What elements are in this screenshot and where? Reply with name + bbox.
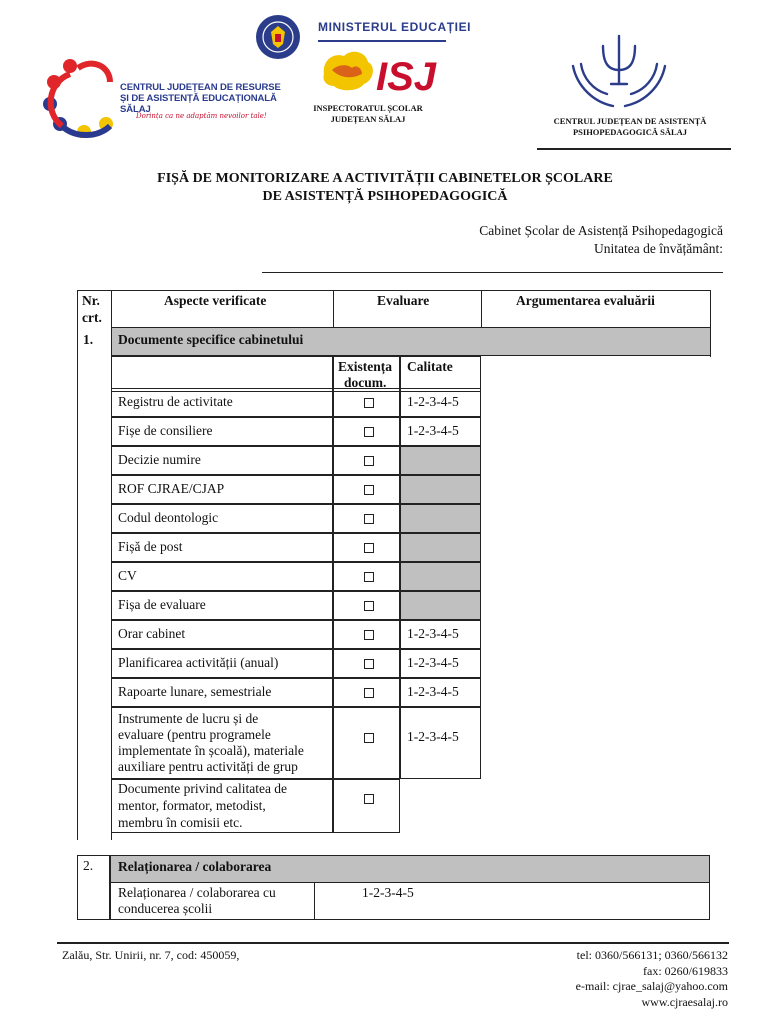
ministry-name: MINISTERUL EDUCAȚIEI	[318, 20, 472, 34]
table-top-border	[77, 290, 711, 291]
calitate-cell	[400, 533, 481, 562]
header-argumentare: Argumentarea evaluării	[516, 293, 655, 308]
psychology-hands-logo-icon	[563, 26, 675, 112]
subheader-empty-cell	[111, 356, 333, 392]
cjrae-logo-line-1: CENTRUL JUDEȚEAN DE RESURSE	[120, 82, 281, 93]
subheader-existenta: Existența	[338, 359, 392, 374]
existenta-cell	[333, 707, 400, 779]
cjrae-people-ring-icon	[40, 52, 132, 138]
existenta-checkbox[interactable]	[364, 514, 374, 524]
row-label-line: Instrumente de lucru și de	[118, 711, 259, 726]
header-nr: Nr.	[82, 293, 100, 308]
existenta-checkbox[interactable]	[364, 688, 374, 698]
header-col-divider-1	[333, 290, 334, 327]
footer-address: Zalău, Str. Unirii, nr. 7, cod: 450059,	[62, 948, 240, 962]
isj-caption-line-2: JUDEȚEAN SĂLAJ	[330, 114, 406, 124]
footer-tel: tel: 0360/566131; 0360/566132	[576, 948, 728, 962]
section-2-nr-cell	[77, 855, 110, 920]
footer-email[interactable]: e-mail: cjrae_salaj@yahoo.com	[575, 979, 728, 993]
header-crt: crt.	[82, 310, 102, 325]
cjrae-logo	[40, 44, 290, 140]
subheader-docum: docum.	[344, 375, 387, 390]
existenta-checkbox[interactable]	[364, 659, 374, 669]
existenta-checkbox[interactable]	[364, 572, 374, 582]
row-label-line: evaluare (pentru programele	[118, 727, 271, 742]
table-left-border	[77, 290, 78, 840]
existenta-checkbox[interactable]	[364, 630, 374, 640]
header-evaluare: Evaluare	[377, 293, 430, 308]
section-2-divider	[314, 882, 315, 920]
row-label-line: Documente privind calitatea de	[118, 781, 288, 796]
row-label: Decizie numire	[118, 452, 201, 467]
row-label-line: membru în comisii etc.	[118, 815, 243, 830]
unitate-label: Unitatea de învățământ:	[594, 241, 723, 256]
row-rating[interactable]: 1-2-3-4-5	[407, 626, 459, 641]
section-2-row-line-2: conducerea școlii	[118, 901, 213, 916]
cjrae-caption	[525, 116, 735, 138]
section-1-number: 1.	[83, 332, 94, 347]
section-2-rating[interactable]: 1-2-3-4-5	[362, 885, 414, 900]
cjrae-caption-line-1: CENTRUL JUDEȚEAN DE ASISTENȚĂ	[553, 116, 707, 126]
header-col-divider-2	[481, 290, 482, 327]
document-title: FIȘĂ DE MONITORIZARE A ACTIVITĂȚII CABINETELOR ȘCOLARE	[157, 171, 613, 186]
cjrae-caption-line-2: PSIHOPEDAGOGICĂ SĂLAJ	[572, 127, 688, 137]
existenta-checkbox[interactable]	[364, 733, 374, 743]
footer-contact	[576, 948, 728, 1010]
existenta-checkbox[interactable]	[364, 427, 374, 437]
footer-divider	[57, 942, 729, 944]
row-label-line: auxiliare pentru activități de grup	[118, 759, 298, 774]
table-right-border	[710, 290, 711, 357]
section-2-title: Relaționarea / colaborarea	[118, 859, 272, 874]
row-rating[interactable]: 1-2-3-4-5	[407, 729, 459, 744]
isj-caption-line-1: INSPECTORATUL ȘCOLAR	[313, 103, 423, 113]
row-label-line: mentor, formator, metodist,	[118, 798, 266, 813]
existenta-checkbox[interactable]	[364, 543, 374, 553]
unitate-fill-line[interactable]	[262, 272, 723, 273]
svg-text:ISJ: ISJ	[376, 55, 437, 99]
calitate-cell	[400, 591, 481, 620]
row-label: Fișa de evaluare	[118, 597, 206, 612]
row-rating[interactable]: 1-2-3-4-5	[407, 684, 459, 699]
cjrae-motto: Dorința ca ne adaptăm nevoilor tale!	[136, 112, 267, 120]
row-label: Fișe de consiliere	[118, 423, 213, 438]
calitate-cell	[400, 475, 481, 504]
section-2-row-line-1: Relaționarea / colaborarea cu	[118, 885, 276, 900]
row-label: ROF CJRAE/CJAP	[118, 481, 225, 496]
row-label: Planificarea activității (anual)	[118, 655, 279, 670]
footer-fax: fax: 0260/619833	[643, 963, 728, 978]
table-row	[111, 562, 333, 591]
row-label: Rapoarte lunare, semestriale	[118, 684, 272, 699]
footer-web[interactable]: www.cjraesalaj.ro	[641, 994, 728, 1009]
cjrae-logo-line-2: ȘI DE ASISTENȚĂ EDUCAȚIONALĂ SĂLAJ	[120, 93, 277, 115]
row-label: Fișă de post	[118, 539, 183, 554]
document-subtitle: DE ASISTENȚĂ PSIHOPEDAGOGICĂ	[262, 189, 508, 204]
section-1-title: Documente specifice cabinetului	[118, 332, 304, 347]
row-label-line: implementate în școală), materiale	[118, 743, 304, 758]
calitate-cell	[400, 504, 481, 533]
row-label: Registru de activitate	[118, 394, 233, 409]
isj-logo-icon	[318, 44, 440, 100]
existenta-checkbox[interactable]	[364, 456, 374, 466]
row-rating[interactable]: 1-2-3-4-5	[407, 394, 459, 409]
subheader-calitate: Calitate	[407, 359, 453, 374]
ministry-underline	[318, 40, 446, 42]
cjrae-logo-text	[120, 82, 290, 115]
existenta-checkbox[interactable]	[364, 794, 374, 804]
existenta-checkbox[interactable]	[364, 601, 374, 611]
row-rating[interactable]: 1-2-3-4-5	[407, 655, 459, 670]
calitate-cell	[400, 562, 481, 591]
row-label: CV	[118, 568, 137, 583]
row-label: Orar cabinet	[118, 626, 186, 641]
row-rating[interactable]: 1-2-3-4-5	[407, 423, 459, 438]
existenta-checkbox[interactable]	[364, 485, 374, 495]
existenta-cell	[333, 779, 400, 833]
calitate-cell	[400, 446, 481, 475]
cabinet-label: Cabinet Școlar de Asistență Psihopedagogică	[479, 223, 723, 238]
section-2-number: 2.	[83, 858, 94, 873]
romanian-government-seal-icon	[255, 14, 301, 60]
header-aspecte: Aspecte verificate	[164, 293, 267, 308]
isj-caption	[288, 103, 448, 125]
header-divider	[537, 148, 731, 150]
row-label: Codul deontologic	[118, 510, 219, 525]
existenta-checkbox[interactable]	[364, 398, 374, 408]
